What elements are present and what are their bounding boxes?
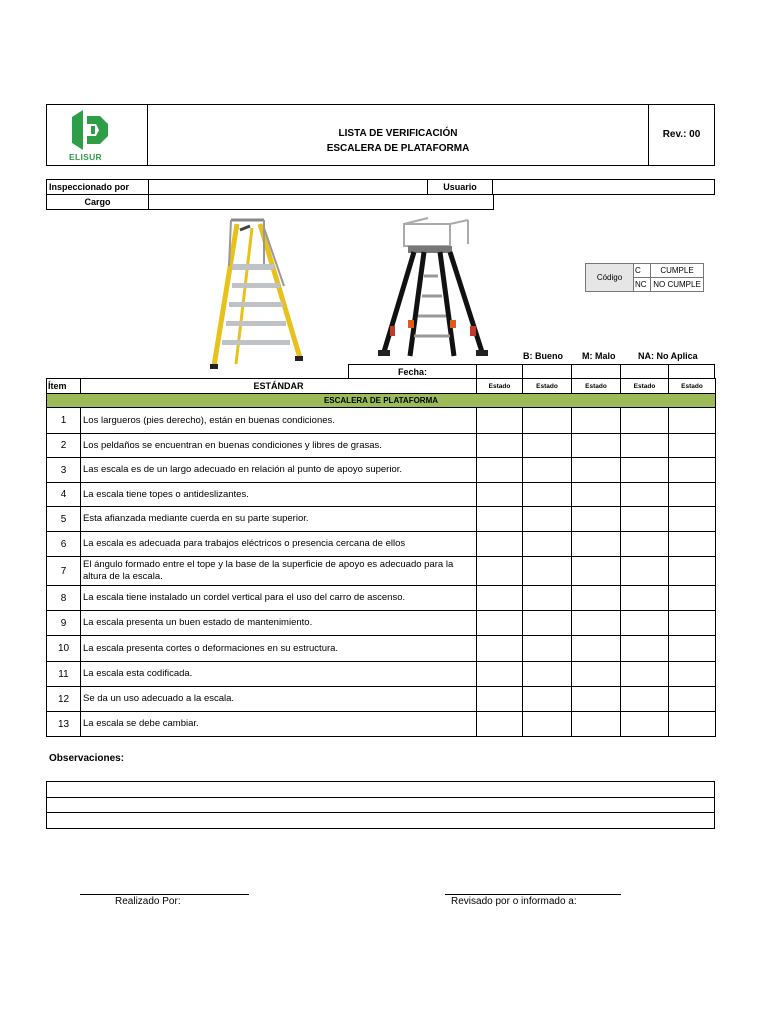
- state-cell-2[interactable]: [523, 532, 572, 557]
- checklist-row: [47, 611, 716, 636]
- item-standard-text: Las escala es de un largo adecuado en relación al punto de apoyo superior.: [81, 458, 477, 483]
- state-cell-2[interactable]: [523, 507, 572, 532]
- platform-ladder-image: [200, 216, 310, 376]
- state-cell-3[interactable]: [572, 434, 621, 458]
- checklist-items: [47, 408, 716, 737]
- observations-line-1[interactable]: [47, 782, 715, 798]
- state-cell-5[interactable]: [669, 611, 716, 636]
- state-cell-3[interactable]: [572, 687, 621, 712]
- checklist-row: [47, 458, 716, 483]
- title-cell: [148, 105, 649, 165]
- state-cell-2[interactable]: [523, 636, 572, 662]
- date-field-4[interactable]: [621, 365, 669, 379]
- elisur-logo-icon: [69, 109, 113, 151]
- observations-label: Observaciones:: [49, 753, 125, 764]
- item-number: 1: [47, 408, 81, 434]
- item-standard-text: La escala es adecuada para trabajos eléctricos o presencia cercana de ellos: [81, 532, 477, 557]
- state-cell-4[interactable]: [621, 532, 669, 557]
- item-number: 9: [47, 611, 81, 636]
- checklist-row: [47, 687, 716, 712]
- checklist-row: [47, 507, 716, 532]
- doc-title-line2: ESCALERA DE PLATAFORMA: [326, 143, 470, 154]
- state-cell-2[interactable]: [523, 687, 572, 712]
- state-cell-1[interactable]: [477, 532, 523, 557]
- item-standard-text: La escala presenta un buen estado de mantenimiento.: [81, 611, 477, 636]
- state-cell-4[interactable]: [621, 483, 669, 507]
- scale-bad: M: Malo: [582, 351, 616, 361]
- state-cell-1[interactable]: [477, 662, 523, 687]
- item-number: 10: [47, 636, 81, 662]
- role-table: [46, 194, 494, 210]
- state-cell-1[interactable]: [477, 458, 523, 483]
- inspected-label: Inspeccionado por: [47, 180, 149, 195]
- item-standard-text: El ángulo formado entre el tope y la base de la superficie de apoyo es adecuado para la altura de la escala.: [81, 557, 477, 586]
- item-number: 12: [47, 687, 81, 712]
- state-cell-4[interactable]: [621, 636, 669, 662]
- logo-cell: [47, 105, 148, 165]
- code-nc: NC: [634, 278, 651, 292]
- state-cell-3[interactable]: [572, 408, 621, 434]
- item-number: 5: [47, 507, 81, 532]
- item-standard-text: La escala presenta cortes o deformaciones en su estructura.: [81, 636, 477, 662]
- item-standard-text: La escala tiene instalado un cordel vertical para el uso del carro de ascenso.: [81, 586, 477, 611]
- scale-na: NA: No Aplica: [638, 351, 698, 361]
- state-cell-2[interactable]: [523, 611, 572, 636]
- state-cell-4[interactable]: [621, 507, 669, 532]
- item-number: 11: [47, 662, 81, 687]
- state-header: Estado: [477, 379, 523, 394]
- logo-text: ELISUR: [69, 152, 102, 162]
- state-header: Estado: [523, 379, 572, 394]
- item-number: 4: [47, 483, 81, 507]
- state-cell-5[interactable]: [669, 532, 716, 557]
- checklist-row: [47, 662, 716, 687]
- section-title: ESCALERA DE PLATAFORMA: [47, 394, 716, 408]
- state-cell-4[interactable]: [621, 408, 669, 434]
- state-cell-3[interactable]: [572, 712, 621, 737]
- item-number: 7: [47, 557, 81, 586]
- item-standard-text: La escala se debe cambiar.: [81, 712, 477, 737]
- state-cell-2[interactable]: [523, 557, 572, 586]
- doc-title-line1: LISTA DE VERIFICACIÓN: [338, 128, 458, 139]
- state-cell-2[interactable]: [523, 662, 572, 687]
- state-cell-5[interactable]: [669, 483, 716, 507]
- state-cell-3[interactable]: [572, 507, 621, 532]
- state-cell-2[interactable]: [523, 712, 572, 737]
- state-cell-4[interactable]: [621, 434, 669, 458]
- user-label: Usuario: [428, 180, 493, 195]
- state-cell-4[interactable]: [621, 586, 669, 611]
- state-cell-2[interactable]: [523, 434, 572, 458]
- state-cell-2[interactable]: [523, 408, 572, 434]
- revision-label: Rev.: 00: [662, 129, 701, 140]
- state-cell-5[interactable]: [669, 687, 716, 712]
- state-cell-4[interactable]: [621, 662, 669, 687]
- state-cell-5[interactable]: [669, 458, 716, 483]
- state-cell-4[interactable]: [621, 687, 669, 712]
- role-field[interactable]: [149, 195, 494, 210]
- state-cell-1[interactable]: [477, 687, 523, 712]
- state-cell-2[interactable]: [523, 586, 572, 611]
- item-standard-text: Los peldaños se encuentran en buenas condiciones y libres de grasas.: [81, 434, 477, 458]
- state-cell-4[interactable]: [621, 611, 669, 636]
- item-number: 2: [47, 434, 81, 458]
- state-cell-1[interactable]: [477, 408, 523, 434]
- code-c: C: [634, 264, 651, 278]
- state-cell-4[interactable]: [621, 557, 669, 586]
- state-cell-3[interactable]: [572, 586, 621, 611]
- state-cell-4[interactable]: [621, 458, 669, 483]
- item-number: 13: [47, 712, 81, 737]
- date-row: [348, 364, 715, 379]
- item-number: 3: [47, 458, 81, 483]
- state-cell-3[interactable]: [572, 483, 621, 507]
- state-cell-5[interactable]: [669, 712, 716, 737]
- code-legend: [585, 263, 704, 292]
- state-cell-5[interactable]: [669, 636, 716, 662]
- reviewed-by-label: Revisado por o informado a:: [451, 896, 577, 907]
- state-cell-3[interactable]: [572, 611, 621, 636]
- state-cell-1[interactable]: [477, 557, 523, 586]
- state-cell-2[interactable]: [523, 458, 572, 483]
- state-cell-1[interactable]: [477, 434, 523, 458]
- state-cell-3[interactable]: [572, 458, 621, 483]
- observations-table: [46, 781, 715, 829]
- role-label: Cargo: [47, 195, 149, 210]
- item-standard-text: La escala esta codificada.: [81, 662, 477, 687]
- scale-good: B: Bueno: [523, 351, 563, 361]
- inspected-field[interactable]: [149, 180, 428, 195]
- state-header: Estado: [572, 379, 621, 394]
- date-field-2[interactable]: [523, 365, 572, 379]
- state-cell-1[interactable]: [477, 712, 523, 737]
- checklist-row: [47, 712, 716, 737]
- checklist-row: [47, 636, 716, 662]
- state-cell-5[interactable]: [669, 408, 716, 434]
- state-cell-1[interactable]: [477, 483, 523, 507]
- checklist-row: [47, 532, 716, 557]
- item-standard-text: Los largueros (pies derecho), están en buenas condiciones.: [81, 408, 477, 434]
- item-header: Ítem: [47, 379, 81, 394]
- info-table: [46, 179, 715, 195]
- item-standard-text: Esta afianzada mediante cuerda en su parte superior.: [81, 507, 477, 532]
- header-box: [46, 104, 715, 166]
- user-field[interactable]: [493, 180, 715, 195]
- date-field-3[interactable]: [572, 365, 621, 379]
- standard-header: ESTÁNDAR: [81, 379, 477, 394]
- state-cell-1[interactable]: [477, 636, 523, 662]
- checklist-row: [47, 408, 716, 434]
- date-field-5[interactable]: [669, 365, 715, 379]
- cage-ladder-image: [370, 216, 500, 366]
- checklist-row: [47, 483, 716, 507]
- item-number: 6: [47, 532, 81, 557]
- state-cell-5[interactable]: [669, 507, 716, 532]
- reviewed-by-signature-line: [445, 894, 621, 895]
- state-cell-3[interactable]: [572, 662, 621, 687]
- checklist-table: [46, 378, 716, 737]
- state-cell-2[interactable]: [523, 483, 572, 507]
- state-cell-3[interactable]: [572, 557, 621, 586]
- state-cell-5[interactable]: [669, 434, 716, 458]
- date-label: Fecha:: [349, 365, 477, 379]
- state-cell-5[interactable]: [669, 586, 716, 611]
- state-cell-1[interactable]: [477, 586, 523, 611]
- date-field-1[interactable]: [477, 365, 523, 379]
- state-cell-3[interactable]: [572, 636, 621, 662]
- checklist-row: [47, 434, 716, 458]
- code-label: Código: [586, 264, 634, 292]
- item-standard-text: La escala tiene topes o antideslizantes.: [81, 483, 477, 507]
- observations-line-3[interactable]: [47, 813, 715, 829]
- state-cell-5[interactable]: [669, 557, 716, 586]
- done-by-signature-line: [80, 894, 249, 895]
- state-header: Estado: [669, 379, 716, 394]
- state-header: Estado: [621, 379, 669, 394]
- done-by-label: Realizado Por:: [115, 896, 181, 907]
- code-c-meaning: CUMPLE: [651, 264, 704, 278]
- state-cell-1[interactable]: [477, 611, 523, 636]
- item-number: 8: [47, 586, 81, 611]
- state-cell-1[interactable]: [477, 507, 523, 532]
- state-cell-5[interactable]: [669, 662, 716, 687]
- checklist-row: [47, 586, 716, 611]
- observations-line-2[interactable]: [47, 798, 715, 813]
- code-nc-meaning: NO CUMPLE: [651, 278, 704, 292]
- state-cell-4[interactable]: [621, 712, 669, 737]
- state-cell-3[interactable]: [572, 532, 621, 557]
- item-standard-text: Se da un uso adecuado a la escala.: [81, 687, 477, 712]
- checklist-row: [47, 557, 716, 586]
